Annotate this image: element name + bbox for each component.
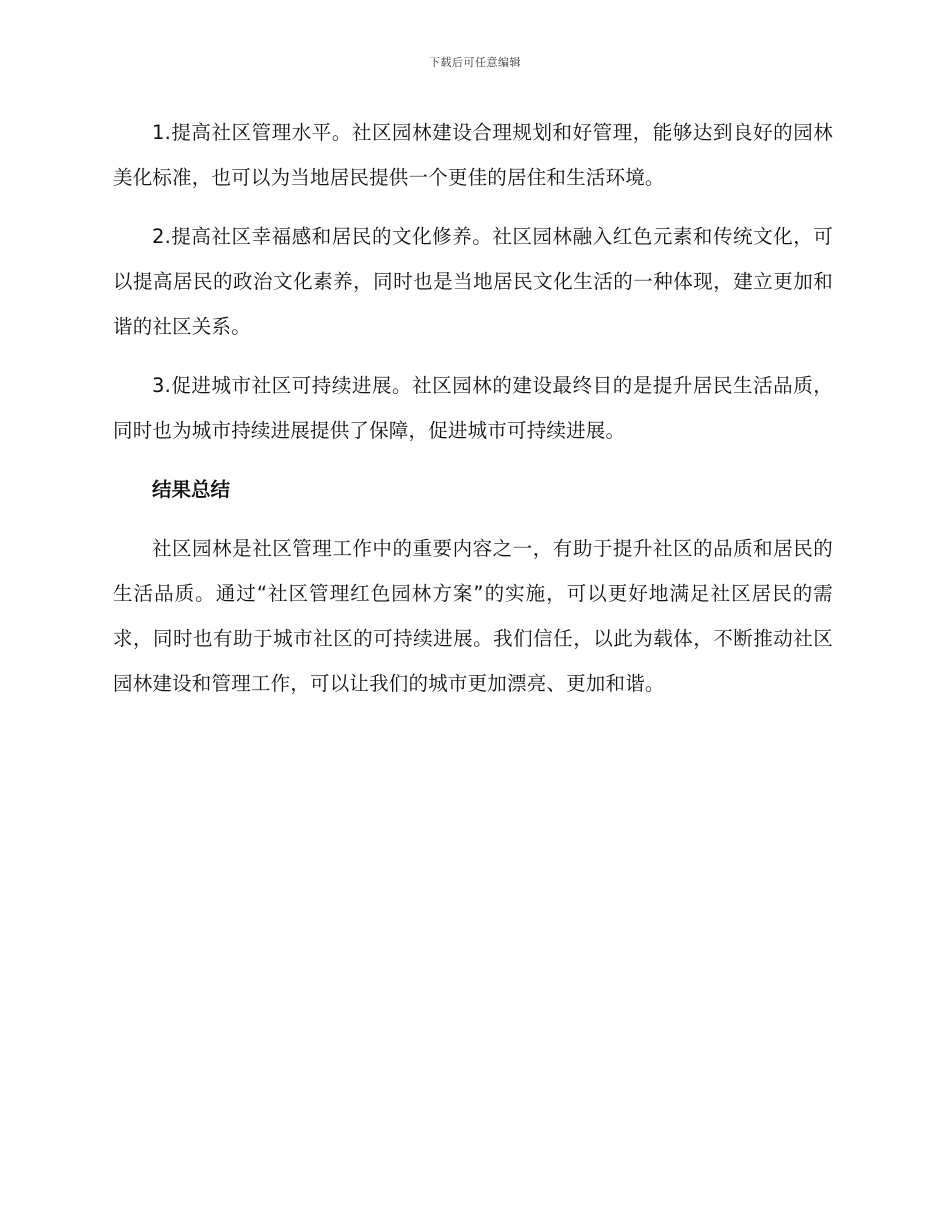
document-body bbox=[113, 110, 833, 720]
section-title: 结果总结 bbox=[152, 478, 231, 501]
page-header: 下载后可任意编辑 bbox=[429, 56, 521, 69]
paragraph-1: 1.提高社区管理水平。社区园林建设合理规划和好管理，能够达到良好的园林美化标准，也可以为当地居民提供一个更佳的居住和生活环境。 bbox=[113, 121, 833, 189]
conclusion-paragraph: 社区园林是社区管理工作中的重要内容之一，有助于提升社区的品质和居民的生活品质。通过“社区管理红色园林方案”的实施，可以更好地满足社区居民的需求，同时也有助于城市社区的可持续进展。我们信任，以此为载体，不断推动社区园林建设和管理工作，可以让我们的城市更加漂亮、更加和谐。 bbox=[113, 537, 833, 695]
paragraph-2: 2.提高社区幸福感和居民的文化修养。社区园林融入红色元素和传统文化，可以提高居民的政治文化素养，同时也是当地居民文化生活的一种体现，建立更加和谐的社区关系。 bbox=[113, 225, 833, 338]
paragraph-3: 3.促进城市社区可持续进展。社区园林的建设最终目的是提升居民生活品质，同时也为城市持续进展提供了保障，促进城市可持续进展。 bbox=[113, 374, 833, 442]
